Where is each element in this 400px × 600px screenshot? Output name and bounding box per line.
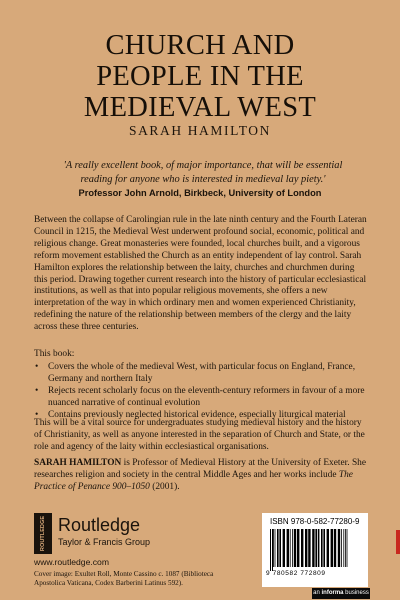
barcode-bar bbox=[277, 529, 279, 567]
barcode-bar bbox=[272, 529, 273, 571]
bio-book-title: The Practice of Penance 900–1050 bbox=[34, 469, 353, 492]
barcode-icon bbox=[268, 529, 362, 573]
author-name: SARAH HAMILTON bbox=[128, 123, 272, 138]
list-item bbox=[34, 362, 374, 386]
book-features-lead: This book: bbox=[34, 349, 75, 359]
title-line: MEDIEVAL WEST bbox=[83, 92, 317, 123]
barcode-bar bbox=[341, 529, 342, 567]
audience-paragraph: This will be a vital source for undergraduates studying medieval history and the history of Christianity, as well as anyone interested in the separation of Church and State, or the role and agency of the laity within ecclesiastical organisations. bbox=[34, 418, 365, 452]
barcode-bar bbox=[323, 529, 325, 567]
barcode-bar bbox=[290, 529, 291, 567]
barcode-bar bbox=[312, 529, 314, 567]
barcode-bar bbox=[318, 529, 320, 567]
barcode-bar bbox=[327, 529, 329, 567]
description-paragraph: Between the collapse of Carolingian rule in the late ninth century and the Fourth Lateran Council in 1215, the Medieval West underwent profound social, economic, political and religious change. Great monasteries were founded, local churches built, and a vigorous reform movement established the Church as an entity independent of lay control. Sarah Hamilton explores the relationship between the laity, churches and churchmen during this period. Drawing together current research into the history of particular ecclesiastical institutions, as well as that into popular religious movements, she offers a new interpretation of the way in which ordinary men and women experienced Christianity, redefining the nature of the relationship between members of the clergy and the laity across these three centuries. bbox=[34, 215, 367, 333]
barcode-bar bbox=[270, 529, 271, 571]
barcode-bar bbox=[331, 529, 333, 567]
bio-text-end: (2001). bbox=[149, 481, 180, 492]
barcode-bar bbox=[308, 529, 310, 567]
author-bio bbox=[34, 458, 370, 494]
barcode-digits: 9 780582 772809 bbox=[266, 570, 326, 577]
barcode-bar bbox=[301, 529, 303, 567]
list-item-text: Rejects recent scholarly focus on the eleventh-century reformers in favour of a more nuanced narrative of continual evolution bbox=[48, 385, 365, 408]
barcode-bar bbox=[279, 529, 281, 567]
publisher-imprint: Taylor & Francis Group bbox=[58, 537, 151, 547]
barcode-bar bbox=[321, 529, 323, 567]
isbn-label: ISBN 978-0-582-77280-9 bbox=[270, 517, 360, 526]
list-item-text: Covers the whole of the medieval West, with particular focus on England, France, Germany and northern Italy bbox=[48, 362, 356, 384]
informa-suffix: business bbox=[343, 590, 369, 596]
barcode-bar bbox=[275, 529, 276, 567]
barcode-bar bbox=[292, 529, 293, 567]
informa-business-badge bbox=[312, 588, 370, 599]
bullet-icon: • bbox=[35, 385, 39, 396]
barcode-bar bbox=[345, 529, 346, 567]
review-quote: 'A really excellent book, of major importance, that will be essential reading for anyone who is interested in medieval lay piety.' bbox=[63, 160, 343, 185]
title-line: PEOPLE IN THE bbox=[96, 61, 304, 92]
edge-color-tab bbox=[396, 530, 400, 554]
routledge-logo-icon bbox=[34, 513, 52, 554]
book-title bbox=[0, 30, 400, 123]
logo-letters: ROUTLEDGE bbox=[40, 515, 46, 552]
barcode-bar bbox=[334, 529, 336, 567]
barcode-bar bbox=[347, 529, 348, 567]
barcode-bar bbox=[343, 529, 344, 567]
list-item-text: Contains previously neglected historical evidence, especially liturgical material bbox=[48, 409, 346, 420]
barcode-bar bbox=[294, 529, 296, 567]
barcode-bar bbox=[287, 529, 289, 567]
barcode-bar bbox=[283, 529, 285, 567]
barcode-bar bbox=[297, 529, 299, 567]
publisher-name: Routledge bbox=[58, 515, 141, 535]
isbn-barcode-box bbox=[262, 513, 368, 587]
list-item bbox=[34, 386, 374, 410]
bio-author-name: SARAH HAMILTON bbox=[34, 458, 122, 468]
barcode-bar bbox=[315, 529, 317, 567]
cover-image-credit: Cover image: Exultet Roll, Monte Cassino c. 1087 (Biblioteca Apostolica Vaticana, Codex Barberini Latinus 592). bbox=[34, 570, 214, 587]
publisher-url[interactable]: www.routledge.com bbox=[34, 557, 109, 567]
informa-prefix: an bbox=[313, 590, 322, 596]
barcode-bar bbox=[338, 529, 340, 567]
title-line: CHURCH AND bbox=[105, 30, 295, 61]
feature-list bbox=[34, 362, 374, 422]
review-source: Professor John Arnold, Birkbeck, University of London bbox=[78, 188, 322, 198]
bullet-icon: • bbox=[35, 409, 39, 420]
barcode-bar bbox=[273, 529, 274, 567]
bio-text: is Professor of Medieval History at the University of Exeter. She researches religion and society in the central Middle Ages and her works include bbox=[34, 458, 367, 480]
bullet-icon: • bbox=[35, 362, 39, 372]
barcode-bar bbox=[305, 529, 307, 567]
informa-brand: informa bbox=[321, 590, 344, 596]
